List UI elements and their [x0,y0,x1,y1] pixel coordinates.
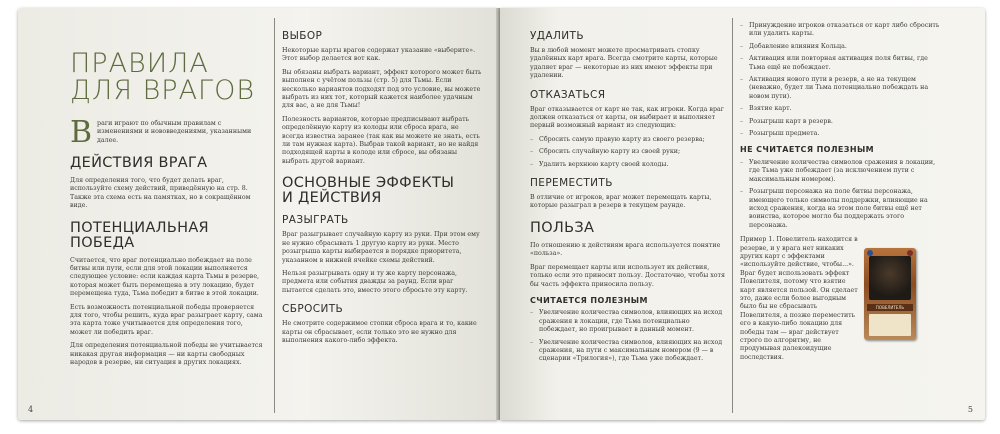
column-divider [274,18,275,413]
page-number-left: 4 [28,405,34,414]
refuse-p1: Враг отказывается от карт не так, как игроки. Когда враг должен отказаться от карты, он выбирает и выполняет первый возможный вариант из следующих: [530,105,725,130]
list-item: – Активация или повторная активация поля битвы, где Тьма ещё не побеждает. [740,55,940,72]
list-item: – Взятие карт. [740,105,940,113]
potential-victory-p1: Считается, что враг потенциально побеждает на поле битвы или пути, если для этой локации выполняется следующее условие: если каждая карта Тьмы в резерве, которая может быть перемещена в эту локацию, будет перемещена туда, Тьма победит в битве в этой локации. [70,256,260,298]
column-divider [732,18,733,413]
left-column-2 [282,22,482,350]
list-item: – Розыгрыш персонажа на поле битвы персонажа, имеющего только символы поддержки, влияющие на исход сражения, когда на этом поле битвы ещё нет воинства, которое могло бы поддержать этого персонажа. [740,188,940,230]
benefit-p1: По отношению к действиям врага используется понятие «польза». [530,241,721,258]
heading-play: РАЗЫГРАТЬ [282,214,349,227]
enemy-actions-text: Для определения того, что будет делать враг, используйте схему действий, приведённую на стр. 8. Также эта схема есть на памятках, но в сокращённом виде. [70,177,251,210]
heading-not-useful: НЕ СЧИТАЕТСЯ ПОЛЕЗНЫМ [740,145,874,155]
right-column-1 [530,22,725,370]
list-item: – Активация нового пути в резерв, а не на текущем (неважно, будет ли Тьма потенциально побеждать на новом пути). [740,76,940,101]
benefit-p2: Враг перемещает карты или использует их действия, только если это приносит пользу. Достаточно, чтобы хотя бы часть эффекта приносила пользу. [530,263,726,288]
left-page [18,8,498,420]
list-item: – Сбросить случайную карту из своей руки; [530,148,725,156]
page-title: ПРАВИЛА ДЛЯ ВРАГОВ [70,48,256,106]
page-number-right: 5 [967,405,973,414]
example-1-text: Пример 1. Повелитель находится в резерве, и у врага нет никаких других карт с эффектами «используйте действие, чтобы...». Враг будет использовать эффект Повелителя, потому что взятие карт является пользой. Он сделает это, даже если более выгодным было бы не сбрасывать Повелителя, а позже переместить его в какую-либо локацию для победы там — враг действует строго по алгоритму, не продумывая далекоидущие последствия. [740,236,858,361]
right-page [500,8,985,420]
card-text-box [869,314,911,336]
list-item: – Розыгрыш карт в резерв. [740,118,940,126]
remove-p1: Вы в любой момент можете просматривать стопку удалённых карт врага. Всегда смотрите карты, которые удаляет враг — некоторые из них имеют эффекты при удалении. [530,47,718,80]
card-illustration [869,256,911,300]
card-image [864,248,916,340]
heading-enemy-actions: ДЕЙСТВИЯ ВРАГА [70,155,208,171]
play-p1: Враг разыгрывает случайную карту из руки. При этом ему не нужно сбрасывать 1 другую карту из руки. Место розыгрыша карты выбирается в порядке приоритета, указанном в нижней ячейке схемы действий. [282,231,480,264]
potential-victory-p2: Есть возможность потенциальной победы проверяется для того, чтобы решить, куда враг разыграет карту, сама эта карта тоже учитывается для определения того, может ли победить враг. [70,303,263,336]
not-useful-list [740,159,940,230]
card-name: ПОВЕЛИТЕЛЬ [867,304,913,311]
intro-text: раги играют по обычным правилам с изменениями и нововведениями, указанными далее. [97,120,252,144]
potential-victory-p3: Для определения потенциальной победы не учитывается никакая другая информация — ни карты свободных народов в резерве, ни ситуация в других локациях. [70,342,263,367]
drop-cap: В [70,115,93,150]
heading-considered-useful: СЧИТАЕТСЯ ПОЛЕЗНЫМ [530,295,648,305]
heading-remove: УДАЛИТЬ [530,30,584,42]
intro-paragraph [70,115,266,150]
list-item: – Увеличение количества символов, влияющих на исход сражения в локации, где Тьма потенциально побеждает, но проигрывает в данный момент. [530,309,725,334]
list-item: – Добавление влияния Кольца. [740,43,940,51]
list-item: – Увеличение количества символов, влияющих на исход сражения, на пути с максимальным номером (9 — в сценарии «Трилогия»), где Тьма уже побеждает. [530,339,725,364]
heading-discard: СБРОСИТЬ [282,303,344,316]
list-item: – Сбросить самую правую карту из своего резерва; [530,136,725,144]
useful-list [530,309,725,363]
refuse-list [530,136,725,169]
heading-potential-victory: ПОТЕНЦИАЛЬНАЯ ПОБЕДА [70,219,209,251]
choice-p1: Некоторые карты врагов содержат указание «выберите». Этот выбор делается вот как. [282,47,476,63]
move-p1: В отличие от игроков, враг может перемещать карты, которые разыграл в резерв в текущем раунде. [530,194,712,210]
useful-list-continued [740,22,940,138]
heading-refuse: ОТКАЗАТЬСЯ [530,88,606,101]
discard-p1: Не смотрите содержимое стопки сброса врага и то, какие карты он сбрасывает, если только это не нужно для выполнения какого-либо эффекта. [282,320,477,344]
heading-benefit: ПОЛЬЗА [530,219,595,236]
list-item: – Удалить верхнюю карту своей колоды. [530,161,725,169]
list-item: – Розыгрыш предмета. [740,130,940,138]
list-item: – Принуждение игроков отказаться от карт либо сбросить или удалить карты. [740,22,940,39]
choice-p3: Полезность вариантов, которые предписывают выбрать определённую карту из колоды или сброса врага, не всегда известна заранее (так как вы можете не знать, есть ли там нужная карта). Выбрав такой вариант, но не найдя подходящей карты в колоде или сбросе, вы обязаны выбрать другой вариант. [282,115,480,165]
heading-move: ПЕРЕМЕСТИТЬ [530,177,613,190]
left-column-1 [70,22,266,373]
heading-choice: ВЫБОР [282,30,323,42]
list-item: – Увеличение количества символов сражения в локации, где Тьма уже побеждает (за исключением пути с максимальным номером). [740,159,940,184]
heading-basic-effects: ОСНОВНЫЕ ЭФФЕКТЫ И ДЕЙСТВИЯ [282,175,455,207]
play-p2: Нельзя разыгрывать одну и ту же карту персонажа, предмета или события дважды за раунд. Если враг пытается сделать это, вместо этого сбросьте эту карту. [282,269,468,294]
choice-p2: Вы обязаны выбрать вариант, эффект которого может быть выполнен с учётом пользы (стр. 5) для Тьмы. Если несколько вариантов подходят под это условие, вы можете выбрать из них тот, который кажется наиболее удачным для вас, а не для Тьмы! [282,68,482,110]
